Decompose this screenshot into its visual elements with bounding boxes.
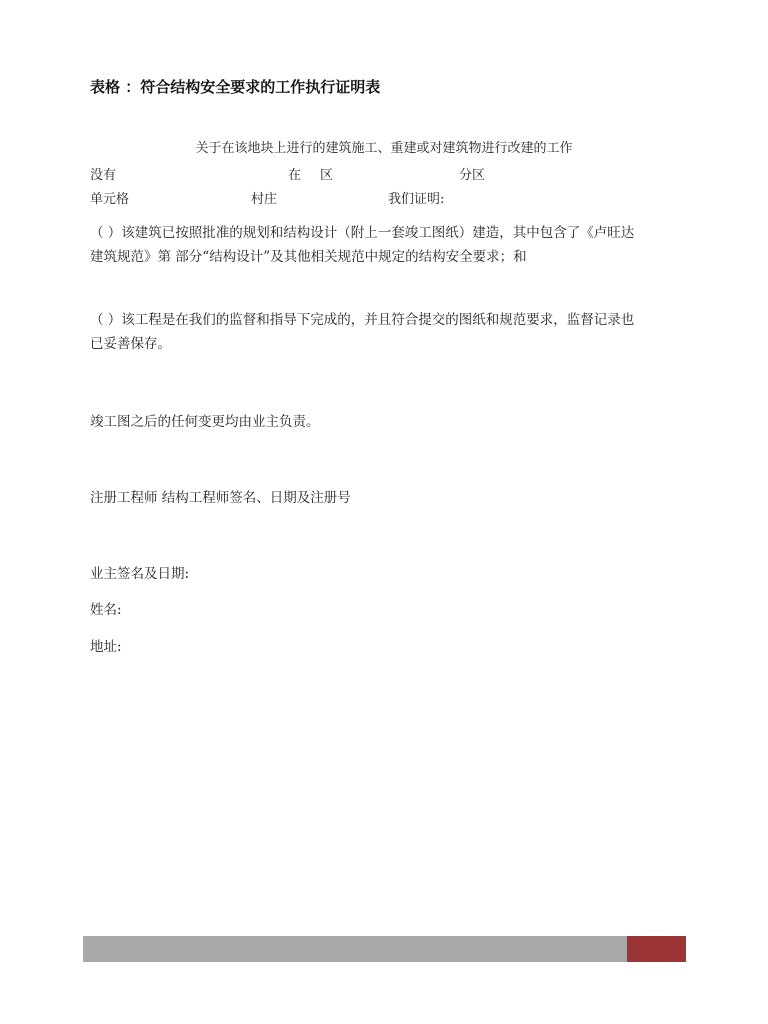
field-in-label: 在 xyxy=(288,168,302,183)
field-none-label: 没有 xyxy=(90,168,117,183)
clause-1-line-2: 建筑规范》第 部分“结构设计”及其他相关规范中规定的结构安全要求；和 xyxy=(90,249,527,265)
footer-accent-block xyxy=(627,936,686,962)
certification-clause-2 xyxy=(90,308,690,356)
field-village-label: 村庄 xyxy=(251,192,278,207)
clause-2-line-2: 已妥善保存。 xyxy=(90,336,171,352)
footer-bar xyxy=(83,936,627,962)
certification-clause-1 xyxy=(90,221,690,269)
owner-signature-label: 业主签名及日期: xyxy=(90,566,190,582)
engineer-signature-label: 注册工程师 结构工程师签名、日期及注册号 xyxy=(90,490,351,506)
clause-1-line-1: （ ）该建筑已按照批准的规划和结构设计（附上一套竣工图纸）建造，其中包含了《卢旺达 xyxy=(90,225,635,241)
document-title: 表格 ：符合结构安全要求的工作执行证明表 xyxy=(90,78,381,96)
name-label: 姓名: xyxy=(90,602,122,618)
field-sector-label: 分区 xyxy=(459,168,486,183)
clause-2-line-1: （ ）该工程是在我们的监督和指导下完成的，并且符合提交的图纸和规范要求，监督记录也 xyxy=(90,312,635,328)
address-label: 地址: xyxy=(90,639,122,655)
field-district-label: 区 xyxy=(320,168,334,183)
field-cell-label: 单元格 xyxy=(90,192,130,207)
certify-label: 我们证明: xyxy=(388,192,445,207)
document-subtitle: 关于在该地块上进行的建筑施工、重建或对建筑物进行改建的工作 xyxy=(195,141,573,156)
owner-responsibility-text: 竣工图之后的任何变更均由业主负责。 xyxy=(90,414,320,430)
